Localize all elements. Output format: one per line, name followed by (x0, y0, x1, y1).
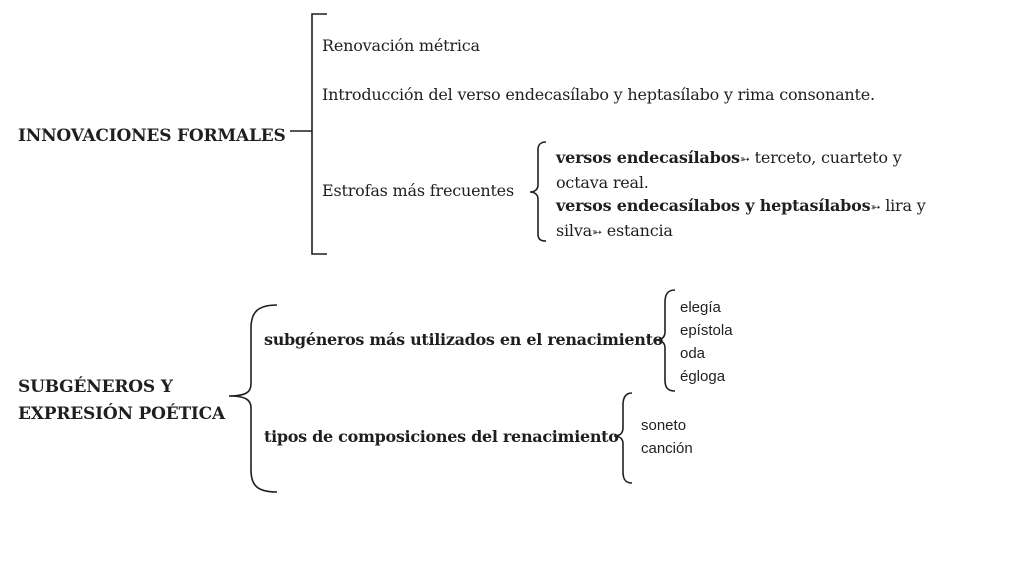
estrofas-line-1-text: terceto, cuarteto y (754, 148, 902, 167)
estrofas-line-1 (556, 146, 926, 171)
list-item: oda (680, 345, 706, 362)
arrow-icon: ➳ (592, 225, 602, 239)
estrofas-line-2: octava real. (556, 173, 649, 192)
list-item: canción (641, 440, 693, 457)
estrofas-estancia: estancia (606, 221, 673, 240)
list-item: epístola (680, 322, 733, 339)
versos-endecasilabos-label: versos endecasílabos (556, 148, 740, 167)
estrofas-line-3 (556, 194, 926, 219)
heading-subgeneros (18, 374, 225, 428)
list-item: elegía (680, 299, 721, 316)
list-composiciones (641, 414, 693, 460)
heading-subgeneros-line-1: SUBGÉNEROS Y (18, 377, 173, 397)
versos-endecasilabos-heptasilabos-label: versos endecasílabos y heptasílabos (556, 196, 871, 215)
arrow-icon: ➳ (739, 152, 750, 166)
heading-subgeneros-line-2: EXPRESIÓN POÉTICA (18, 404, 225, 424)
item-introduccion-verso: Introducción del verso endecasílabo y heptasílabo y rima consonante. (322, 85, 875, 104)
bracket-estrofas (530, 142, 546, 241)
estrofas-line-4 (556, 219, 926, 244)
arrow-icon: ➳ (870, 200, 881, 214)
estrofas-line-3-text: lira y (885, 196, 926, 215)
estrofas-silva: silva (556, 221, 593, 240)
item-estrofas-frecuentes: Estrofas más frecuentes (322, 181, 514, 200)
list-item: soneto (641, 417, 687, 434)
branch-composiciones-label: tipos de composiciones del renacimiento (264, 427, 619, 446)
heading-innovaciones-formales: INNOVACIONES FORMALES (18, 126, 286, 146)
item-renovacion-metrica: Renovación métrica (322, 36, 480, 55)
list-item: égloga (680, 368, 726, 385)
list-subgeneros (680, 296, 733, 388)
branch-subgeneros-label: subgéneros más utilizados en el renacimiento (264, 330, 664, 349)
estrofas-detail (556, 146, 926, 244)
